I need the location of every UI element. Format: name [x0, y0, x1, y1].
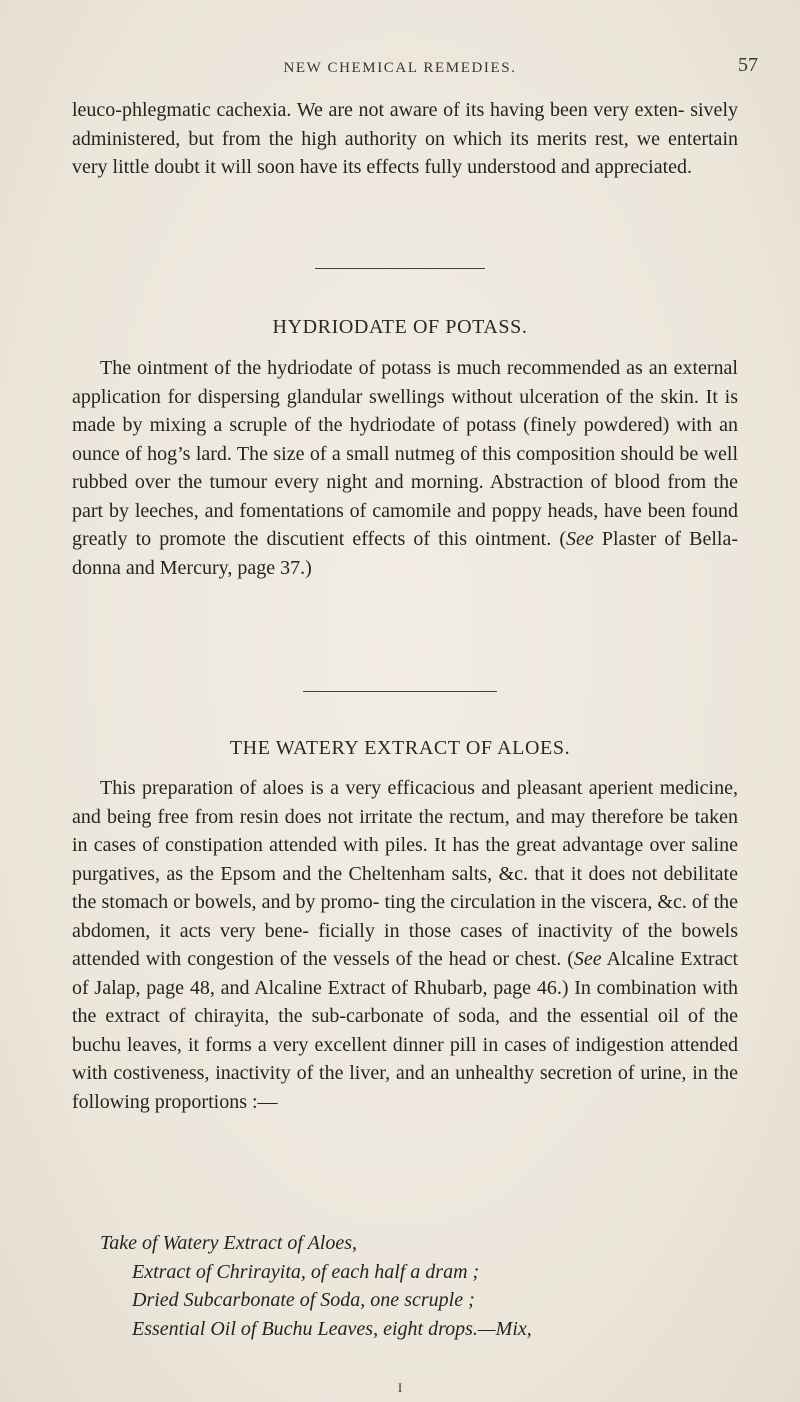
aloes-paragraph	[72, 774, 738, 1116]
recipe-block	[100, 1229, 760, 1343]
aloes-text-part1: This preparation of aloes is a very efficacious and pleasant aperient medicine, and being free from resin does not irritate the rectum, and may therefore be taken in cases of constipation attended with piles. It has the great advantage over saline purgatives, as the Epsom and the Cheltenham salts, &c. that it does not debilitate the stomach or bowels, and by promo- ting the circulation in the viscera, &c. of the abdomen, it acts very bene- ficially in those cases of inactivity of the bowels attended with congestion of the vessels of the head or chest. (	[72, 777, 738, 970]
section-divider	[315, 268, 485, 269]
intro-paragraph	[72, 96, 738, 182]
hydriodate-paragraph-text	[72, 354, 738, 582]
recipe-line-3: Dried Subcarbonate of Soda, one scruple ;	[132, 1289, 475, 1311]
aloes-paragraph-text	[72, 774, 738, 1116]
section-divider	[303, 691, 497, 692]
intro-paragraph-text: leuco-phlegmatic cachexia. We are not aware of its having been very exten- sively administered, but from the high authority on which its merits rest, we entertain very little doubt it will soon have its effects fully understood and appreciated.	[72, 99, 738, 178]
hydriodate-paragraph	[72, 354, 738, 582]
section-heading-aloes: THE WATERY EXTRACT OF ALOES.	[229, 737, 571, 759]
aloes-text-part2: Alcaline Extract of Jalap, page 48, and Alcaline Extract of Rhubarb, page 46.) In combination with the extract of chirayita, the sub-carbonate of soda, and the essential oil of the buchu leaves, it forms a very excellent dinner pill in cases of indigestion attended with costiveness, inactivity of the liver, and an unhealthy secretion of urine, in the following proportions :—	[72, 948, 739, 1113]
page-number: 57	[738, 54, 758, 76]
see-reference: See	[566, 528, 594, 550]
section-heading-hydriodate: HYDRIODATE OF POTASS.	[272, 316, 528, 338]
recipe-line-2: Extract of Chrirayita, of each half a dram ;	[132, 1260, 480, 1283]
running-head: NEW CHEMICAL REMEDIES.	[283, 60, 517, 76]
hydriodate-text-main: The ointment of the hydriodate of potass is much recommended as an external application for dispersing glandular swellings without ulceration of the skin. It is made by mixing a scruple of the hydriodate of potass (finely powdered) with an ounce of hog’s lard. The size of a small nutmeg of this composition should be well rubbed over the tumour every night and morning. Abstraction of blood from the part by leeches, and fomentations of camomile and poppy heads, have been found greatly to promote the discutient effects of this ointment. (	[72, 357, 738, 550]
signature-mark: I	[397, 1380, 403, 1395]
recipe-line-4: Essential Oil of Buchu Leaves, eight drops.—Mix,	[132, 1317, 532, 1340]
recipe-line-1: Take of Watery Extract of Aloes,	[100, 1232, 358, 1254]
hydriodate-text-tail: Plaster of Bella- donna and Mercury, page 37.)	[72, 528, 738, 579]
see-reference: See	[573, 948, 602, 970]
